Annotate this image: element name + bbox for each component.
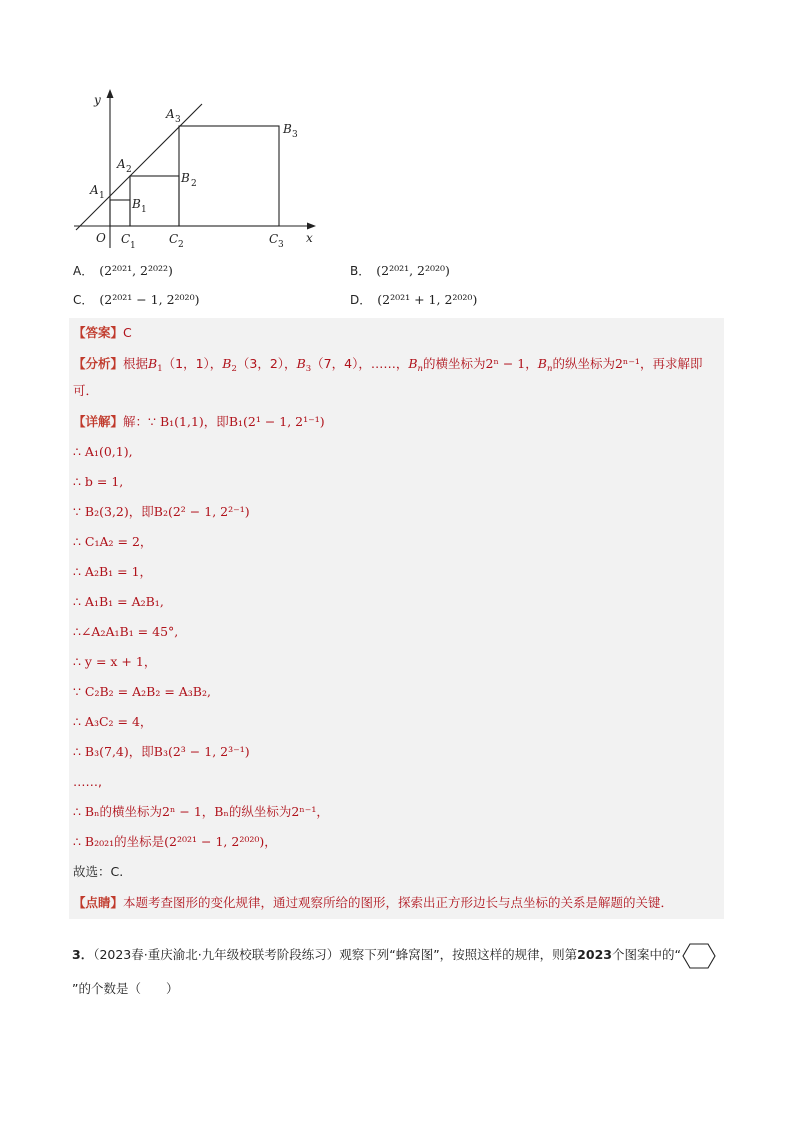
origin-label: O (96, 231, 106, 245)
c2-sub: 2 (178, 240, 184, 250)
detail-line-10: ∵ C₂B₂ = A₂B₂ = A₃B₂, (69, 677, 724, 707)
question-text-2: 个图案中的“ (611, 947, 681, 962)
question-count: 2023 (577, 947, 612, 962)
detail-line-16: 故选：C. (69, 857, 724, 887)
a1-sub: 1 (99, 191, 105, 201)
detail-line-13: ……, (69, 767, 724, 797)
question-number: 3． (72, 947, 94, 962)
option-c[interactable] (73, 291, 199, 308)
line-y-eq-x-plus-1 (76, 104, 202, 230)
a3-sub: 3 (175, 115, 181, 125)
answer-value: C (123, 325, 132, 340)
b2-label: B (181, 171, 190, 185)
option-a[interactable] (73, 262, 173, 279)
answer-row (69, 318, 724, 348)
detail-line-4: ∵ B₂(3,2)，即B₂(2² − 1, 2²⁻¹) (69, 497, 724, 527)
detail-line-1: 【详解】解：∵ B₁(1,1)，即B₁(2¹ − 1, 2¹⁻¹) (69, 407, 724, 437)
square-3 (179, 126, 279, 226)
option-c-label: C． (73, 293, 94, 307)
detail-tag: 【详解】 (73, 414, 124, 429)
option-b-label: B． (350, 264, 371, 278)
option-a-label: A． (73, 264, 94, 278)
question-text-1: 观察下列“蜂窝图”，按照这样的规律，则第 (339, 947, 578, 962)
option-d[interactable] (350, 291, 477, 308)
analysis-row (69, 348, 724, 407)
option-c-text: (2²⁰²¹ − 1, 2²⁰²⁰) (99, 292, 200, 307)
note-row (69, 887, 724, 919)
c3-label: C (269, 232, 279, 246)
b1-sub: 1 (141, 205, 147, 215)
b2-sub: 2 (191, 179, 197, 189)
c2-label: C (169, 232, 179, 246)
solution-block (69, 318, 724, 919)
a1-label: A (90, 183, 99, 197)
a2-label: A (117, 157, 126, 171)
c1-label: C (121, 232, 131, 246)
question-3 (72, 938, 727, 1006)
c1-sub: 1 (130, 241, 136, 251)
detail-line-8: ∴∠A₂A₁B₁ = 45°, (69, 617, 724, 647)
geometry-figure (70, 88, 330, 258)
question-text-3: ”的个数是（ ） (72, 981, 179, 996)
option-b[interactable] (350, 262, 450, 279)
answer-tag: 【答案】 (73, 325, 124, 340)
option-b-text: (2²⁰²¹, 2²⁰²⁰) (376, 263, 450, 278)
option-d-text: (2²⁰²¹ + 1, 2²⁰²⁰) (377, 292, 478, 307)
a3-label: A (166, 107, 175, 121)
note-tag: 【点睛】 (73, 895, 124, 910)
detail-line-11: ∴ A₃C₂ = 4， (69, 707, 724, 737)
y-axis-arrow (107, 89, 114, 98)
detail-line-2: ∴ A₁(0,1), (69, 437, 724, 467)
analysis-text: 根据$B_1(1$，1），$B_2(3$，2），$B_3(7$，4），……，$B_n$的横坐标为2ⁿ − 1，$B_n$的纵坐标为2ⁿ⁻¹，再求解即可． (73, 356, 703, 398)
detail-line-15: ∴ B₂₀₂₁的坐标是(2²⁰²¹ − 1, 2²⁰²⁰)， (69, 827, 724, 857)
c3-sub: 3 (278, 240, 284, 250)
question-source: （2023春·重庆渝北·九年级校联考阶段练习） (93, 947, 340, 962)
x-axis-arrow (307, 223, 316, 230)
a2-sub: 2 (126, 165, 132, 175)
detail-line-6: ∴ A₂B₁ = 1， (69, 557, 724, 587)
hexagon-icon (681, 942, 717, 970)
detail-line-7: ∴ A₁B₁ = A₂B₁, (69, 587, 724, 617)
b1-label: B (132, 197, 141, 211)
b3-sub: 3 (292, 130, 298, 140)
detail-line-5: ∴ C₁A₂ = 2， (69, 527, 724, 557)
x-axis-label: x (306, 231, 313, 245)
option-d-label: D． (350, 293, 372, 307)
b3-label: B (283, 122, 292, 136)
note-text: 本题考查图形的变化规律，通过观察所给的图形，探索出正方形边长与点坐标的关系是解题的关键． (123, 895, 674, 910)
y-axis-label: y (94, 93, 101, 107)
analysis-tag: 【分析】 (73, 356, 124, 371)
detail-line-14: ∴ Bₙ的横坐标为2ⁿ − 1，Bₙ的纵坐标为2ⁿ⁻¹， (69, 797, 724, 827)
detail-line-3: ∴ b = 1, (69, 467, 724, 497)
option-a-text: (2²⁰²¹, 2²⁰²²) (99, 263, 173, 278)
detail-line-12: ∴ B₃(7,4)，即B₃(2³ − 1, 2³⁻¹) (69, 737, 724, 767)
square-1 (110, 200, 130, 226)
detail-line-9: ∴ y = x + 1， (69, 647, 724, 677)
